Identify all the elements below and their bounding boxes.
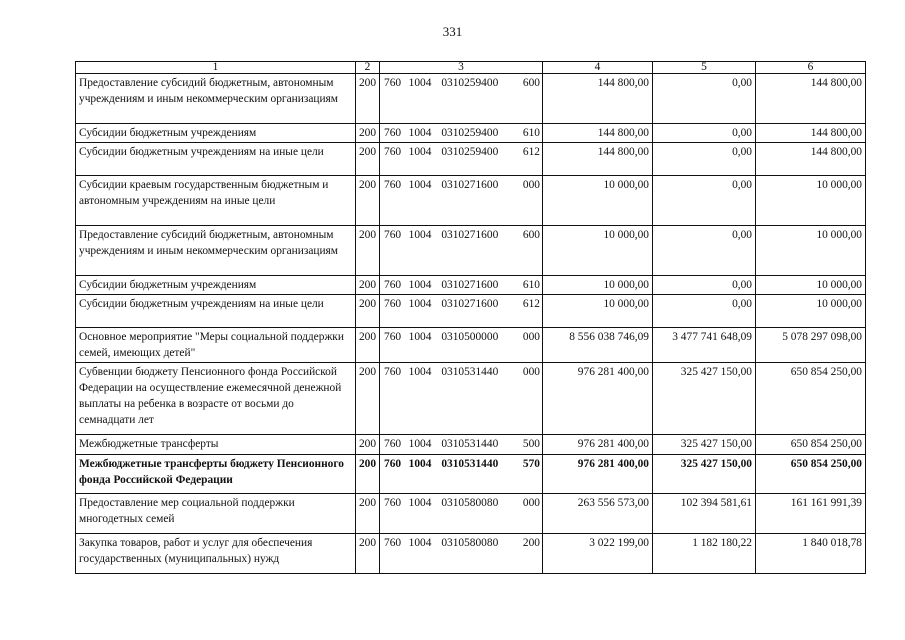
row-name-cell: Основное мероприятие "Меры социальной поддержки семей, имеющих детей" xyxy=(76,328,356,363)
amount-cell-col5: 102 394 581,61 xyxy=(653,494,756,534)
expense-type-code: 000 xyxy=(522,331,540,343)
classification-code-group xyxy=(380,144,542,160)
expense-type-code: 612 xyxy=(522,146,540,158)
classification-code-group xyxy=(380,436,542,452)
code-cell: 200 xyxy=(356,534,380,574)
table-row xyxy=(76,494,866,534)
amount-cell-col4: 10 000,00 xyxy=(543,295,653,328)
department-code: 760 xyxy=(384,537,402,549)
amount-cell-col5: 0,00 xyxy=(653,226,756,276)
code-cell: 200 xyxy=(356,143,380,176)
table-row xyxy=(76,74,866,124)
amount-cell-col5: 0,00 xyxy=(653,276,756,295)
expense-type-code: 600 xyxy=(522,77,540,89)
classification-code-cell xyxy=(380,226,543,276)
amount-cell-col4: 10 000,00 xyxy=(543,226,653,276)
expense-type-code: 600 xyxy=(522,229,540,241)
table-row xyxy=(76,276,866,295)
department-code: 760 xyxy=(384,438,402,450)
amount-cell-col5: 0,00 xyxy=(653,74,756,124)
target-article-code: 0310271600 xyxy=(441,229,499,241)
expense-type-code: 200 xyxy=(522,537,540,549)
section-code: 1004 xyxy=(408,146,432,158)
header-cell: 5 xyxy=(653,62,756,74)
code-cell: 200 xyxy=(356,74,380,124)
department-code: 760 xyxy=(384,146,402,158)
amount-cell-col4: 10 000,00 xyxy=(543,176,653,226)
classification-code-cell xyxy=(380,143,543,176)
amount-cell-col4: 8 556 038 746,09 xyxy=(543,328,653,363)
amount-cell-col5: 325 427 150,00 xyxy=(653,455,756,494)
table-row xyxy=(76,534,866,574)
amount-cell-col6: 10 000,00 xyxy=(756,226,866,276)
row-name-cell: Предоставление мер социальной поддержки многодетных семей xyxy=(76,494,356,534)
section-code: 1004 xyxy=(408,298,432,310)
row-name-cell: Межбюджетные трансферты xyxy=(76,435,356,455)
expense-type-code: 000 xyxy=(522,497,540,509)
classification-code-group xyxy=(380,296,542,312)
department-code: 760 xyxy=(384,366,402,378)
row-name-cell: Субсидии бюджетным учреждениям на иные цели xyxy=(76,295,356,328)
table-row xyxy=(76,143,866,176)
classification-code-cell xyxy=(380,455,543,494)
department-code: 760 xyxy=(384,229,402,241)
code-cell: 200 xyxy=(356,276,380,295)
department-code: 760 xyxy=(384,298,402,310)
classification-code-cell xyxy=(380,74,543,124)
table-header-row xyxy=(76,62,866,74)
section-code: 1004 xyxy=(408,279,432,291)
classification-code-cell xyxy=(380,534,543,574)
department-code: 760 xyxy=(384,279,402,291)
classification-code-group xyxy=(380,364,542,380)
classification-code-group xyxy=(380,227,542,243)
section-code: 1004 xyxy=(408,127,432,139)
amount-cell-col4: 263 556 573,00 xyxy=(543,494,653,534)
amount-cell-col6: 650 854 250,00 xyxy=(756,363,866,435)
amount-cell-col6: 144 800,00 xyxy=(756,74,866,124)
code-cell: 200 xyxy=(356,176,380,226)
target-article-code: 0310271600 xyxy=(441,298,499,310)
code-cell: 200 xyxy=(356,295,380,328)
department-code: 760 xyxy=(384,77,402,89)
target-article-code: 0310259400 xyxy=(441,146,499,158)
target-article-code: 0310271600 xyxy=(441,279,499,291)
amount-cell-col4: 976 281 400,00 xyxy=(543,455,653,494)
expense-type-code: 000 xyxy=(522,366,540,378)
target-article-code: 0310531440 xyxy=(441,438,499,450)
classification-code-cell xyxy=(380,494,543,534)
row-name-cell: Предоставление субсидий бюджетным, автономным учреждениям и иным некоммерческим организациям xyxy=(76,226,356,276)
expense-type-code: 500 xyxy=(522,438,540,450)
amount-cell-col5: 325 427 150,00 xyxy=(653,435,756,455)
classification-code-cell xyxy=(380,363,543,435)
department-code: 760 xyxy=(384,179,402,191)
classification-code-group xyxy=(380,495,542,511)
code-cell: 200 xyxy=(356,435,380,455)
expense-type-code: 610 xyxy=(522,279,540,291)
section-code: 1004 xyxy=(408,497,432,509)
table-row xyxy=(76,455,866,494)
section-code: 1004 xyxy=(408,458,432,470)
target-article-code: 0310259400 xyxy=(441,127,499,139)
classification-code-group xyxy=(380,75,542,91)
classification-code-group xyxy=(380,329,542,345)
target-article-code: 0310580080 xyxy=(441,537,499,549)
target-article-code: 0310500000 xyxy=(441,331,499,343)
classification-code-cell xyxy=(380,435,543,455)
department-code: 760 xyxy=(384,127,402,139)
classification-code-group xyxy=(380,456,542,472)
expense-type-code: 610 xyxy=(522,127,540,139)
row-name-cell: Субсидии бюджетным учреждениям xyxy=(76,124,356,143)
section-code: 1004 xyxy=(408,537,432,549)
amount-cell-col5: 0,00 xyxy=(653,295,756,328)
classification-code-cell xyxy=(380,124,543,143)
expense-type-code: 612 xyxy=(522,298,540,310)
amount-cell-col4: 144 800,00 xyxy=(543,124,653,143)
header-cell: 2 xyxy=(356,62,380,74)
amount-cell-col4: 976 281 400,00 xyxy=(543,435,653,455)
expense-type-code: 000 xyxy=(522,179,540,191)
amount-cell-col5: 1 182 180,22 xyxy=(653,534,756,574)
budget-table xyxy=(75,61,866,574)
code-cell: 200 xyxy=(356,494,380,534)
department-code: 760 xyxy=(384,497,402,509)
amount-cell-col6: 10 000,00 xyxy=(756,276,866,295)
table-row xyxy=(76,295,866,328)
row-name-cell: Субвенции бюджету Пенсионного фонда Российской Федерации на осуществление ежемесячной денежной выплаты на ребенка в возрасте от восьми до семнадцати лет xyxy=(76,363,356,435)
header-cell: 6 xyxy=(756,62,866,74)
amount-cell-col4: 144 800,00 xyxy=(543,143,653,176)
row-name-cell: Субсидии краевым государственным бюджетным и автономным учреждениям на иные цели xyxy=(76,176,356,226)
header-cell: 4 xyxy=(543,62,653,74)
amount-cell-col6: 5 078 297 098,00 xyxy=(756,328,866,363)
code-cell: 200 xyxy=(356,363,380,435)
target-article-code: 0310531440 xyxy=(441,458,499,470)
amount-cell-col6: 161 161 991,39 xyxy=(756,494,866,534)
department-code: 760 xyxy=(384,331,402,343)
row-name-cell: Закупка товаров, работ и услуг для обеспечения государственных (муниципальных) нужд xyxy=(76,534,356,574)
section-code: 1004 xyxy=(408,438,432,450)
section-code: 1004 xyxy=(408,179,432,191)
classification-code-cell xyxy=(380,328,543,363)
table-row xyxy=(76,176,866,226)
section-code: 1004 xyxy=(408,229,432,241)
amount-cell-col4: 144 800,00 xyxy=(543,74,653,124)
amount-cell-col6: 650 854 250,00 xyxy=(756,435,866,455)
target-article-code: 0310271600 xyxy=(441,179,499,191)
classification-code-cell xyxy=(380,176,543,226)
target-article-code: 0310580080 xyxy=(441,497,499,509)
code-cell: 200 xyxy=(356,124,380,143)
code-cell: 200 xyxy=(356,328,380,363)
amount-cell-col5: 325 427 150,00 xyxy=(653,363,756,435)
department-code: 760 xyxy=(384,458,402,470)
section-code: 1004 xyxy=(408,331,432,343)
page-number: 331 xyxy=(442,24,463,39)
amount-cell-col5: 0,00 xyxy=(653,124,756,143)
amount-cell-col4: 976 281 400,00 xyxy=(543,363,653,435)
section-code: 1004 xyxy=(408,366,432,378)
target-article-code: 0310259400 xyxy=(441,77,499,89)
classification-code-group xyxy=(380,277,542,293)
target-article-code: 0310531440 xyxy=(441,366,499,378)
row-name-cell: Субсидии бюджетным учреждениям xyxy=(76,276,356,295)
amount-cell-col5: 0,00 xyxy=(653,143,756,176)
row-name-cell: Предоставление субсидий бюджетным, автономным учреждениям и иным некоммерческим организациям xyxy=(76,74,356,124)
table-row xyxy=(76,363,866,435)
table-row xyxy=(76,328,866,363)
table-row xyxy=(76,124,866,143)
amount-cell-col6: 650 854 250,00 xyxy=(756,455,866,494)
classification-code-group xyxy=(380,177,542,193)
code-cell: 200 xyxy=(356,226,380,276)
row-name-cell: Субсидии бюджетным учреждениям на иные цели xyxy=(76,143,356,176)
amount-cell-col6: 10 000,00 xyxy=(756,295,866,328)
amount-cell-col5: 0,00 xyxy=(653,176,756,226)
code-cell: 200 xyxy=(356,455,380,494)
section-code: 1004 xyxy=(408,77,432,89)
classification-code-group xyxy=(380,125,542,141)
table-row xyxy=(76,226,866,276)
row-name-cell: Межбюджетные трансферты бюджету Пенсионного фонда Российской Федерации xyxy=(76,455,356,494)
amount-cell-col5: 3 477 741 648,09 xyxy=(653,328,756,363)
amount-cell-col6: 144 800,00 xyxy=(756,124,866,143)
header-cell: 1 xyxy=(76,62,356,74)
classification-code-group xyxy=(380,535,542,551)
classification-code-cell xyxy=(380,295,543,328)
classification-code-cell xyxy=(380,276,543,295)
amount-cell-col6: 144 800,00 xyxy=(756,143,866,176)
header-cell: 3 xyxy=(380,62,543,74)
table-row xyxy=(76,435,866,455)
expense-type-code: 570 xyxy=(522,458,540,470)
amount-cell-col6: 10 000,00 xyxy=(756,176,866,226)
amount-cell-col4: 3 022 199,00 xyxy=(543,534,653,574)
amount-cell-col6: 1 840 018,78 xyxy=(756,534,866,574)
amount-cell-col4: 10 000,00 xyxy=(543,276,653,295)
